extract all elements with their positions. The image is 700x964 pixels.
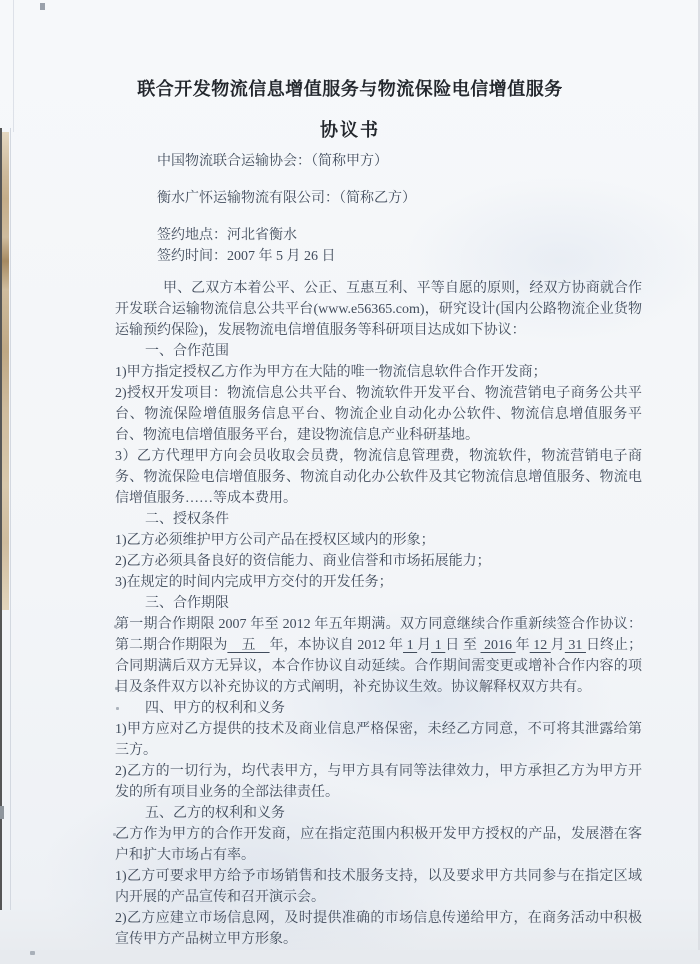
party-a-line: 中国物流联合运输协会：（简称甲方）: [157, 154, 388, 169]
filled-blank: 1: [431, 638, 446, 653]
text-run: 日终止；合同期满后双方无异议，本合作协议自动延续。合作期间需变更或增补合作内容的项目及条件双方以补充协议的方式阐明，补充协议生效。协议解释权双方共有。: [115, 638, 643, 695]
signing-place-line: 签约地点：河北省衡水: [157, 228, 297, 243]
section-heading: 三、合作期限: [145, 596, 229, 611]
scan-speck: [30, 951, 35, 955]
filled-blank: 31: [564, 638, 586, 653]
section-heading: 一、合作范围: [145, 344, 229, 359]
paragraph: 1)乙方必须维护甲方公司产品在授权区域内的形象；: [115, 533, 435, 548]
paragraph: 3）乙方代理甲方向会员收取会员费，物流信息管理费，物流软件，物流营销电子商务、物流保险电信增值服务、物流自动化办公软件及其它物流信息增值服务、物流电信增值服务……等成本费用。: [115, 449, 642, 506]
section-heading: 四、甲方的权利和义务: [145, 701, 285, 716]
paragraph: 2)乙方必须具备良好的资信能力、商业信誉和市场拓展能力；: [115, 554, 491, 569]
filled-blank: 2016: [480, 638, 516, 653]
paragraph: 甲、乙双方本着公平、公正、互惠互利、平等自愿的原则，经双方协商就合作开发联合运输物流信息公共平台(www.e56365.com)，研究设计(国内公路物流企业货物运输预约保险)，发展物流电信增值服务等科研项目达成如下协议：: [115, 281, 642, 338]
text-run: 年: [515, 638, 530, 653]
paragraph: 2)乙方的一切行为，均代表甲方，与甲方具有同等法律效力，甲方承担乙方为甲方开发的所有项目业务的全部法律责任。: [115, 764, 642, 800]
section-heading: 五、乙方的权利和义务: [145, 806, 285, 821]
party-b-line: 衡水广怀运输物流有限公司：（简称乙方）: [157, 191, 416, 206]
document-body: [115, 278, 642, 950]
signing-date-line: 签约时间：2007 年 5 月 26 日: [157, 249, 336, 264]
filled-blank: 12: [529, 638, 551, 653]
paragraph: 1)乙方可要求甲方给予市场销售和技术服务支持，以及要求甲方共同参与在指定区域内开展的产品宣传和召开演示会。: [115, 869, 642, 905]
filled-blank: 五: [227, 638, 270, 653]
paragraph: 2)授权开发项目：物流信息公共平台、物流软件开发平台、物流营销电子商务公共平台、物流保险增值服务信息平台、物流企业自动化办公软件、物流信息增值服务平台、物流电信增值服务平台，建设物流信息产业科研基地。: [115, 386, 642, 443]
paragraph: [115, 614, 642, 698]
document-subtitle: 协议书: [320, 120, 380, 140]
paragraph: 乙方作为甲方的合作开发商，应在指定范围内积极开发甲方授权的产品，发展潜在客户和扩大市场占有率。: [115, 827, 642, 863]
text-run: 第一期合作期限 2007 年至 2012 年五年期满。双方同意继续合作重新续签合作协议：第二期合作期限为: [115, 617, 642, 653]
document-title: 联合开发物流信息增值服务与物流保险电信增值服务: [137, 79, 563, 99]
paragraph: 3)在规定的时间内完成甲方交付的开发任务；: [115, 575, 393, 590]
filled-blank: 1: [403, 638, 418, 653]
paragraph: 1)甲方指定授权乙方作为甲方在大陆的唯一物流信息软件合作开发商；: [115, 365, 547, 380]
paragraph: 2)乙方应建立市场信息网，及时提供准确的市场信息传递给甲方，在商务活动中积极宣传甲方产品树立甲方形象。: [115, 911, 642, 947]
text-run: 日 至: [445, 638, 481, 653]
section-heading: 二、授权条件: [145, 512, 229, 527]
scan-artifact-bottom-edge: [0, 950, 700, 964]
text-run: 月: [417, 638, 432, 653]
text-run: 年，本协议自 2012 年: [269, 638, 404, 653]
party-block: [157, 151, 642, 267]
text-run: 月: [550, 638, 565, 653]
paragraph: 1)甲方应对乙方提供的技术及商业信息严格保密，未经乙方同意，不可将其泄露给第三方。: [115, 722, 642, 758]
